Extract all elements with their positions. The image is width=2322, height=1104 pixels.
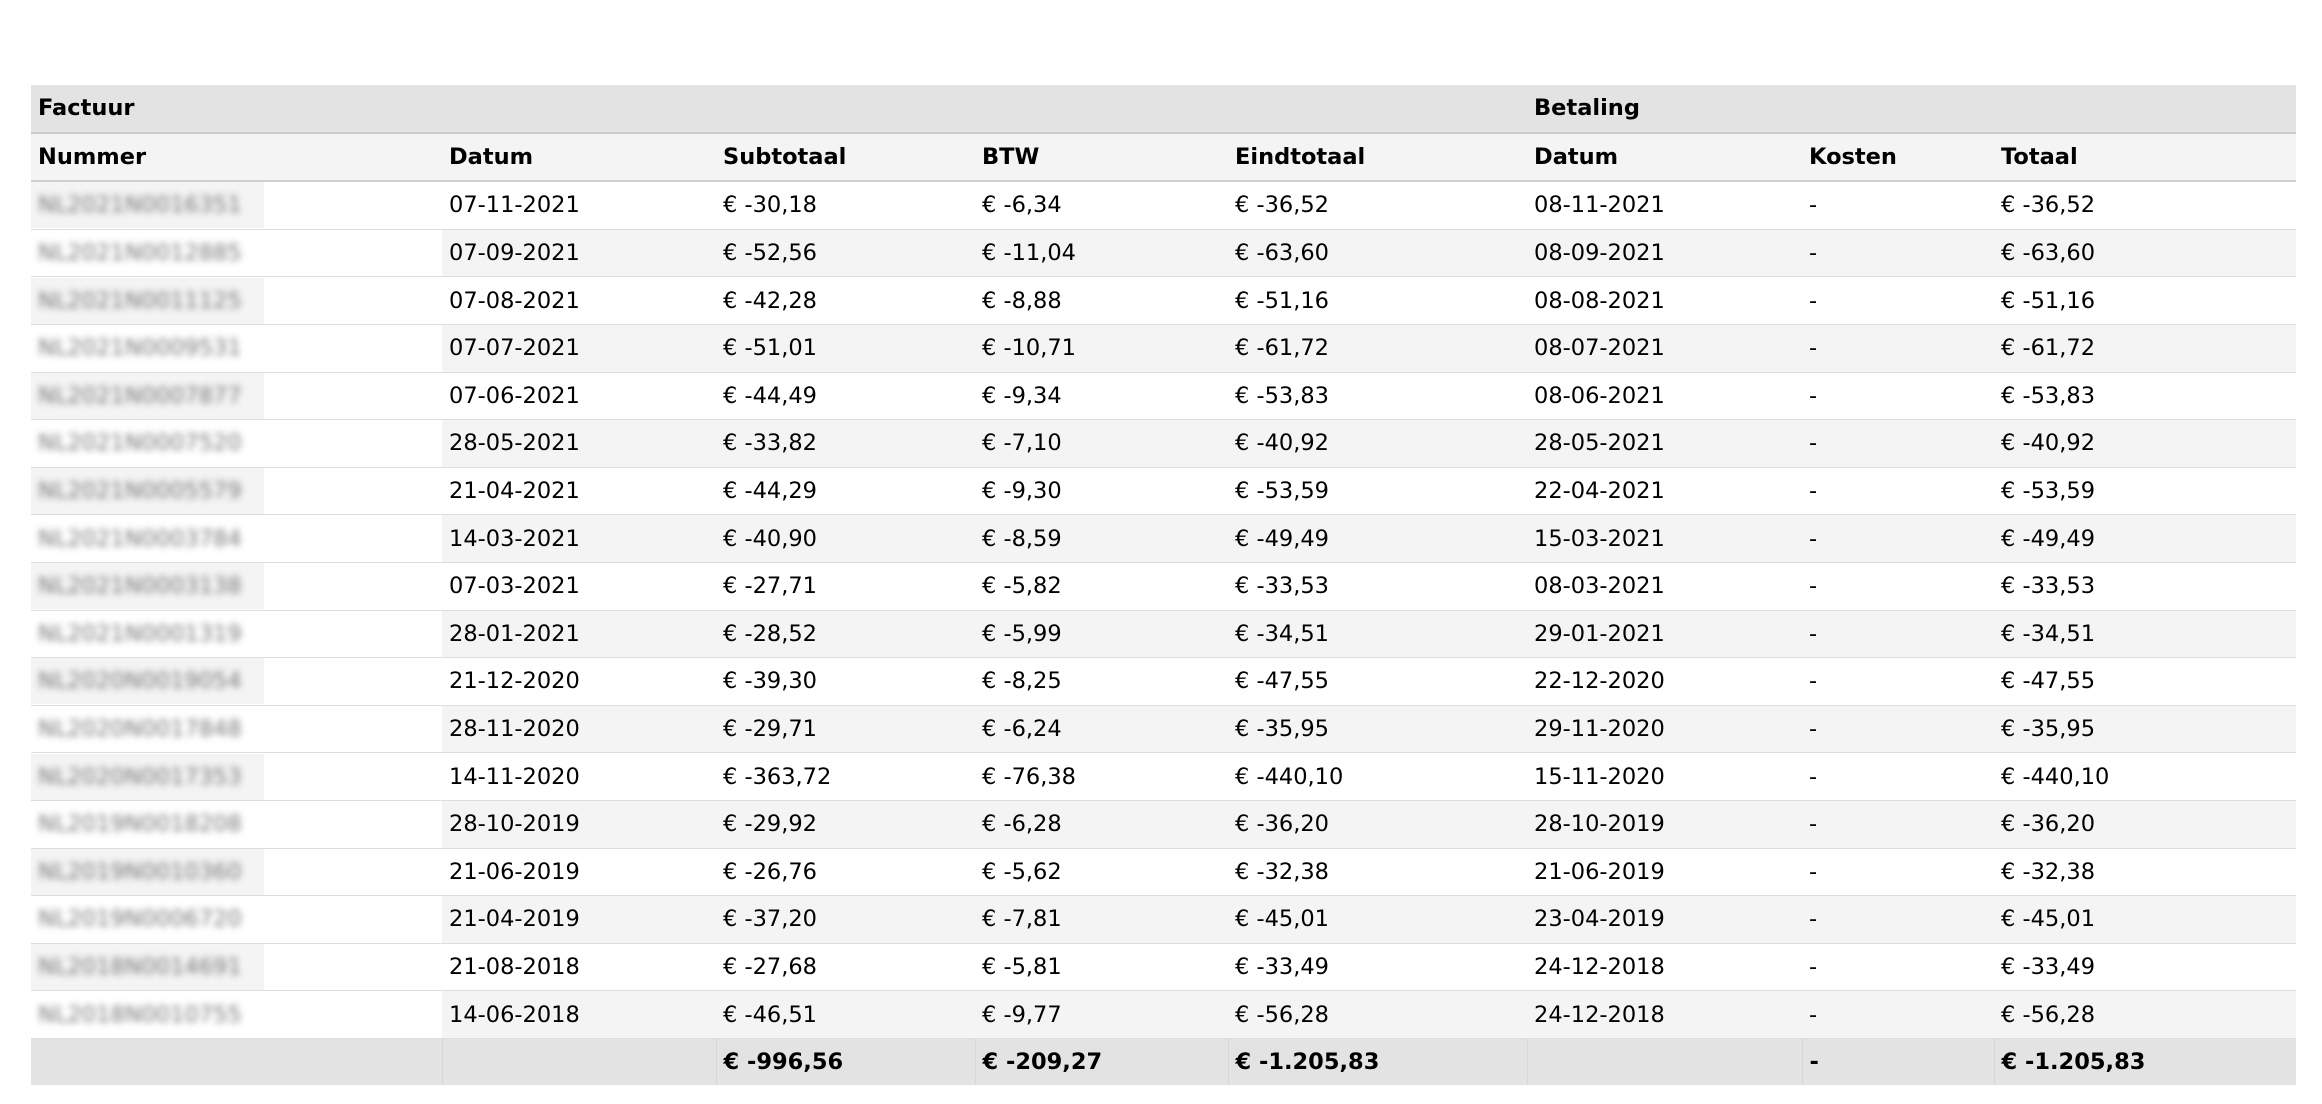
table-row[interactable] — [31, 562, 2296, 610]
invoice-number-blurred: NL2021N0007520 — [38, 430, 242, 457]
cell-kosten: - — [1802, 991, 1994, 1039]
cell-datum: 21-04-2021 — [442, 467, 716, 515]
cell-datum: 14-03-2021 — [442, 515, 716, 563]
cell-totaal: € -35,95 — [1994, 705, 2296, 753]
invoice-number-cell[interactable] — [31, 468, 264, 514]
cell-btw: € -9,77 — [975, 991, 1228, 1039]
cell-kosten: - — [1802, 229, 1994, 277]
invoice-number-blurred: NL2020N0017353 — [38, 763, 242, 790]
cell-nummer — [31, 562, 442, 610]
invoice-number-cell[interactable] — [31, 944, 264, 990]
invoice-number-cell[interactable] — [31, 373, 264, 419]
cell-eindtotaal: € -32,38 — [1228, 848, 1527, 896]
cell-eindtotaal: € -35,95 — [1228, 705, 1527, 753]
totals-empty-datum — [442, 1038, 716, 1085]
cell-betaal-datum: 28-05-2021 — [1527, 420, 1802, 468]
table-row[interactable] — [31, 753, 2296, 801]
cell-totaal: € -63,60 — [1994, 229, 2296, 277]
cell-betaal-datum: 23-04-2019 — [1527, 896, 1802, 944]
cell-nummer — [31, 943, 442, 991]
cell-kosten: - — [1802, 515, 1994, 563]
cell-subtotaal: € -42,28 — [716, 277, 975, 325]
cell-eindtotaal: € -47,55 — [1228, 658, 1527, 706]
cell-btw: € -8,59 — [975, 515, 1228, 563]
cell-datum: 14-06-2018 — [442, 991, 716, 1039]
cell-eindtotaal: € -49,49 — [1228, 515, 1527, 563]
group-header-row — [31, 85, 2296, 133]
cell-nummer — [31, 991, 442, 1039]
invoice-number-cell[interactable] — [31, 611, 264, 657]
table-row[interactable] — [31, 705, 2296, 753]
cell-nummer — [31, 610, 442, 658]
invoice-number-blurred: NL2021N0003784 — [38, 525, 242, 552]
cell-subtotaal: € -37,20 — [716, 896, 975, 944]
cell-subtotaal: € -27,71 — [716, 562, 975, 610]
column-header-nummer[interactable]: Nummer — [31, 133, 442, 182]
cell-betaal-datum: 15-11-2020 — [1527, 753, 1802, 801]
cell-kosten: - — [1802, 277, 1994, 325]
cell-betaal-datum: 08-09-2021 — [1527, 229, 1802, 277]
cell-eindtotaal: € -61,72 — [1228, 324, 1527, 372]
cell-datum: 07-09-2021 — [442, 229, 716, 277]
invoice-number-blurred: NL2021N0005579 — [38, 478, 242, 505]
invoice-number-blurred: NL2020N0019054 — [38, 668, 242, 695]
invoice-number-cell[interactable] — [31, 325, 264, 371]
cell-totaal: € -53,59 — [1994, 467, 2296, 515]
table-row[interactable] — [31, 896, 2296, 944]
cell-kosten: - — [1802, 896, 1994, 944]
invoice-number-blurred: NL2021N0012885 — [38, 240, 242, 267]
cell-totaal: € -32,38 — [1994, 848, 2296, 896]
cell-eindtotaal: € -45,01 — [1228, 896, 1527, 944]
column-header-kosten[interactable]: Kosten — [1802, 133, 1994, 182]
cell-betaal-datum: 24-12-2018 — [1527, 943, 1802, 991]
invoice-number-blurred: NL2021N0003138 — [38, 573, 242, 600]
cell-kosten: - — [1802, 420, 1994, 468]
totals-subtotaal: € -996,56 — [716, 1038, 975, 1085]
cell-datum: 28-01-2021 — [442, 610, 716, 658]
cell-nummer — [31, 467, 442, 515]
cell-betaal-datum: 21-06-2019 — [1527, 848, 1802, 896]
table-row[interactable] — [31, 991, 2296, 1039]
table-row[interactable] — [31, 943, 2296, 991]
column-header-eindtotaal[interactable]: Eindtotaal — [1228, 133, 1527, 182]
cell-btw: € -11,04 — [975, 229, 1228, 277]
invoice-number-blurred: NL2020N0017848 — [38, 716, 242, 743]
cell-kosten: - — [1802, 848, 1994, 896]
cell-datum: 21-06-2019 — [442, 848, 716, 896]
cell-datum: 21-08-2018 — [442, 943, 716, 991]
cell-nummer — [31, 181, 442, 229]
cell-kosten: - — [1802, 705, 1994, 753]
table-row[interactable] — [31, 420, 2296, 468]
invoice-number-blurred: NL2019N0006720 — [38, 906, 242, 933]
cell-betaal-datum: 29-01-2021 — [1527, 610, 1802, 658]
cell-totaal: € -440,10 — [1994, 753, 2296, 801]
cell-totaal: € -45,01 — [1994, 896, 2296, 944]
invoice-number-blurred: NL2021N0011125 — [38, 287, 242, 314]
cell-subtotaal: € -29,92 — [716, 800, 975, 848]
cell-nummer — [31, 753, 442, 801]
cell-kosten: - — [1802, 753, 1994, 801]
cell-eindtotaal: € -34,51 — [1228, 610, 1527, 658]
cell-btw: € -5,62 — [975, 848, 1228, 896]
cell-totaal: € -53,83 — [1994, 372, 2296, 420]
group-header-betaling: Betaling — [1527, 85, 2296, 133]
cell-totaal: € -36,52 — [1994, 181, 2296, 229]
cell-eindtotaal: € -33,53 — [1228, 562, 1527, 610]
cell-kosten: - — [1802, 324, 1994, 372]
cell-btw: € -5,99 — [975, 610, 1228, 658]
invoice-number-cell[interactable] — [31, 278, 264, 324]
invoice-number-cell[interactable] — [31, 563, 264, 609]
column-header-subtotaal[interactable]: Subtotaal — [716, 133, 975, 182]
cell-kosten: - — [1802, 562, 1994, 610]
cell-subtotaal: € -44,29 — [716, 467, 975, 515]
cell-eindtotaal: € -36,20 — [1228, 800, 1527, 848]
cell-totaal: € -36,20 — [1994, 800, 2296, 848]
cell-subtotaal: € -28,52 — [716, 610, 975, 658]
table-row[interactable] — [31, 515, 2296, 563]
invoice-number-blurred: NL2021N0007877 — [38, 382, 242, 409]
table-row[interactable] — [31, 610, 2296, 658]
cell-subtotaal: € -44,49 — [716, 372, 975, 420]
cell-btw: € -10,71 — [975, 324, 1228, 372]
cell-totaal: € -33,49 — [1994, 943, 2296, 991]
invoice-number-blurred: NL2018N0010755 — [38, 1001, 242, 1028]
invoice-number-cell[interactable] — [31, 801, 264, 847]
invoice-number-cell[interactable] — [31, 896, 264, 942]
cell-totaal: € -33,53 — [1994, 562, 2296, 610]
table-row[interactable] — [31, 658, 2296, 706]
invoice-number-blurred: NL2021N0016351 — [38, 192, 242, 219]
cell-btw: € -6,34 — [975, 181, 1228, 229]
cell-subtotaal: € -363,72 — [716, 753, 975, 801]
table-row[interactable] — [31, 181, 2296, 229]
table-row[interactable] — [31, 372, 2296, 420]
cell-eindtotaal: € -63,60 — [1228, 229, 1527, 277]
cell-datum: 21-04-2019 — [442, 896, 716, 944]
cell-betaal-datum: 22-04-2021 — [1527, 467, 1802, 515]
cell-eindtotaal: € -53,83 — [1228, 372, 1527, 420]
cell-kosten: - — [1802, 372, 1994, 420]
cell-subtotaal: € -26,76 — [716, 848, 975, 896]
table-row[interactable] — [31, 800, 2296, 848]
column-header-btw[interactable]: BTW — [975, 133, 1228, 182]
invoice-number-cell[interactable] — [31, 182, 264, 228]
cell-betaal-datum: 15-03-2021 — [1527, 515, 1802, 563]
invoice-number-cell[interactable] — [31, 230, 264, 276]
cell-subtotaal: € -30,18 — [716, 181, 975, 229]
cell-eindtotaal: € -40,92 — [1228, 420, 1527, 468]
cell-subtotaal: € -39,30 — [716, 658, 975, 706]
cell-nummer — [31, 515, 442, 563]
cell-datum: 07-07-2021 — [442, 324, 716, 372]
cell-btw: € -76,38 — [975, 753, 1228, 801]
cell-kosten: - — [1802, 467, 1994, 515]
cell-eindtotaal: € -36,52 — [1228, 181, 1527, 229]
cell-eindtotaal: € -440,10 — [1228, 753, 1527, 801]
cell-eindtotaal: € -56,28 — [1228, 991, 1527, 1039]
cell-datum: 28-11-2020 — [442, 705, 716, 753]
group-header-factuur: Factuur — [31, 85, 1527, 133]
cell-betaal-datum: 08-11-2021 — [1527, 181, 1802, 229]
cell-nummer — [31, 324, 442, 372]
cell-btw: € -6,28 — [975, 800, 1228, 848]
invoice-number-cell[interactable] — [31, 992, 264, 1038]
totals-eindtotaal: € -1.205,83 — [1228, 1038, 1527, 1085]
invoice-number-cell[interactable] — [31, 516, 264, 562]
cell-betaal-datum: 08-06-2021 — [1527, 372, 1802, 420]
cell-nummer — [31, 800, 442, 848]
cell-betaal-datum: 28-10-2019 — [1527, 800, 1802, 848]
cell-kosten: - — [1802, 800, 1994, 848]
totals-empty-betaal-datum — [1527, 1038, 1802, 1085]
cell-totaal: € -40,92 — [1994, 420, 2296, 468]
invoice-number-cell[interactable] — [31, 849, 264, 895]
cell-datum: 07-06-2021 — [442, 372, 716, 420]
invoice-number-blurred: NL2021N0009531 — [38, 335, 242, 362]
cell-subtotaal: € -51,01 — [716, 324, 975, 372]
cell-betaal-datum: 08-08-2021 — [1527, 277, 1802, 325]
invoice-number-blurred: NL2019N0018208 — [38, 811, 242, 838]
cell-kosten: - — [1802, 610, 1994, 658]
totals-row — [31, 1038, 2296, 1085]
cell-datum: 28-05-2021 — [442, 420, 716, 468]
table-row[interactable] — [31, 848, 2296, 896]
cell-betaal-datum: 29-11-2020 — [1527, 705, 1802, 753]
cell-nummer — [31, 658, 442, 706]
invoice-number-cell[interactable] — [31, 754, 264, 800]
cell-btw: € -8,25 — [975, 658, 1228, 706]
invoice-number-cell[interactable] — [31, 420, 264, 466]
cell-datum: 07-03-2021 — [442, 562, 716, 610]
invoice-number-cell[interactable] — [31, 706, 264, 752]
cell-eindtotaal: € -53,59 — [1228, 467, 1527, 515]
cell-eindtotaal: € -33,49 — [1228, 943, 1527, 991]
cell-eindtotaal: € -51,16 — [1228, 277, 1527, 325]
cell-betaal-datum: 24-12-2018 — [1527, 991, 1802, 1039]
table-row[interactable] — [31, 467, 2296, 515]
cell-subtotaal: € -33,82 — [716, 420, 975, 468]
totals-totaal: € -1.205,83 — [1994, 1038, 2296, 1085]
column-header-row — [31, 133, 2296, 182]
cell-totaal: € -34,51 — [1994, 610, 2296, 658]
cell-datum: 07-08-2021 — [442, 277, 716, 325]
table-row[interactable] — [31, 277, 2296, 325]
cell-nummer — [31, 229, 442, 277]
cell-totaal: € -49,49 — [1994, 515, 2296, 563]
cell-kosten: - — [1802, 943, 1994, 991]
cell-kosten: - — [1802, 181, 1994, 229]
table-row[interactable] — [31, 229, 2296, 277]
cell-subtotaal: € -27,68 — [716, 943, 975, 991]
invoice-number-blurred: NL2021N0001319 — [38, 620, 242, 647]
cell-betaal-datum: 08-03-2021 — [1527, 562, 1802, 610]
cell-btw: € -5,82 — [975, 562, 1228, 610]
totals-empty-nummer — [31, 1038, 442, 1085]
invoice-table — [31, 85, 2296, 1085]
cell-totaal: € -56,28 — [1994, 991, 2296, 1039]
invoice-number-blurred: NL2019N0010360 — [38, 858, 242, 885]
cell-btw: € -7,10 — [975, 420, 1228, 468]
cell-btw: € -9,30 — [975, 467, 1228, 515]
cell-datum: 07-11-2021 — [442, 181, 716, 229]
totals-btw: € -209,27 — [975, 1038, 1228, 1085]
invoice-number-cell[interactable] — [31, 658, 264, 704]
cell-datum: 21-12-2020 — [442, 658, 716, 706]
cell-totaal: € -61,72 — [1994, 324, 2296, 372]
cell-subtotaal: € -46,51 — [716, 991, 975, 1039]
cell-datum: 14-11-2020 — [442, 753, 716, 801]
cell-subtotaal: € -52,56 — [716, 229, 975, 277]
cell-nummer — [31, 848, 442, 896]
cell-kosten: - — [1802, 658, 1994, 706]
cell-nummer — [31, 420, 442, 468]
invoice-rows — [31, 181, 2296, 1038]
cell-datum: 28-10-2019 — [442, 800, 716, 848]
cell-totaal: € -47,55 — [1994, 658, 2296, 706]
cell-subtotaal: € -40,90 — [716, 515, 975, 563]
cell-btw: € -7,81 — [975, 896, 1228, 944]
cell-nummer — [31, 277, 442, 325]
cell-btw: € -9,34 — [975, 372, 1228, 420]
cell-btw: € -6,24 — [975, 705, 1228, 753]
cell-betaal-datum: 22-12-2020 — [1527, 658, 1802, 706]
cell-totaal: € -51,16 — [1994, 277, 2296, 325]
cell-nummer — [31, 372, 442, 420]
cell-btw: € -8,88 — [975, 277, 1228, 325]
column-header-betaal-datum[interactable]: Datum — [1527, 133, 1802, 182]
cell-btw: € -5,81 — [975, 943, 1228, 991]
invoice-number-blurred: NL2018N0014691 — [38, 953, 242, 980]
table-row[interactable] — [31, 324, 2296, 372]
column-header-datum[interactable]: Datum — [442, 133, 716, 182]
cell-subtotaal: € -29,71 — [716, 705, 975, 753]
cell-nummer — [31, 705, 442, 753]
cell-nummer — [31, 896, 442, 944]
column-header-totaal[interactable]: Totaal — [1994, 133, 2296, 182]
cell-betaal-datum: 08-07-2021 — [1527, 324, 1802, 372]
totals-kosten: - — [1802, 1038, 1994, 1085]
